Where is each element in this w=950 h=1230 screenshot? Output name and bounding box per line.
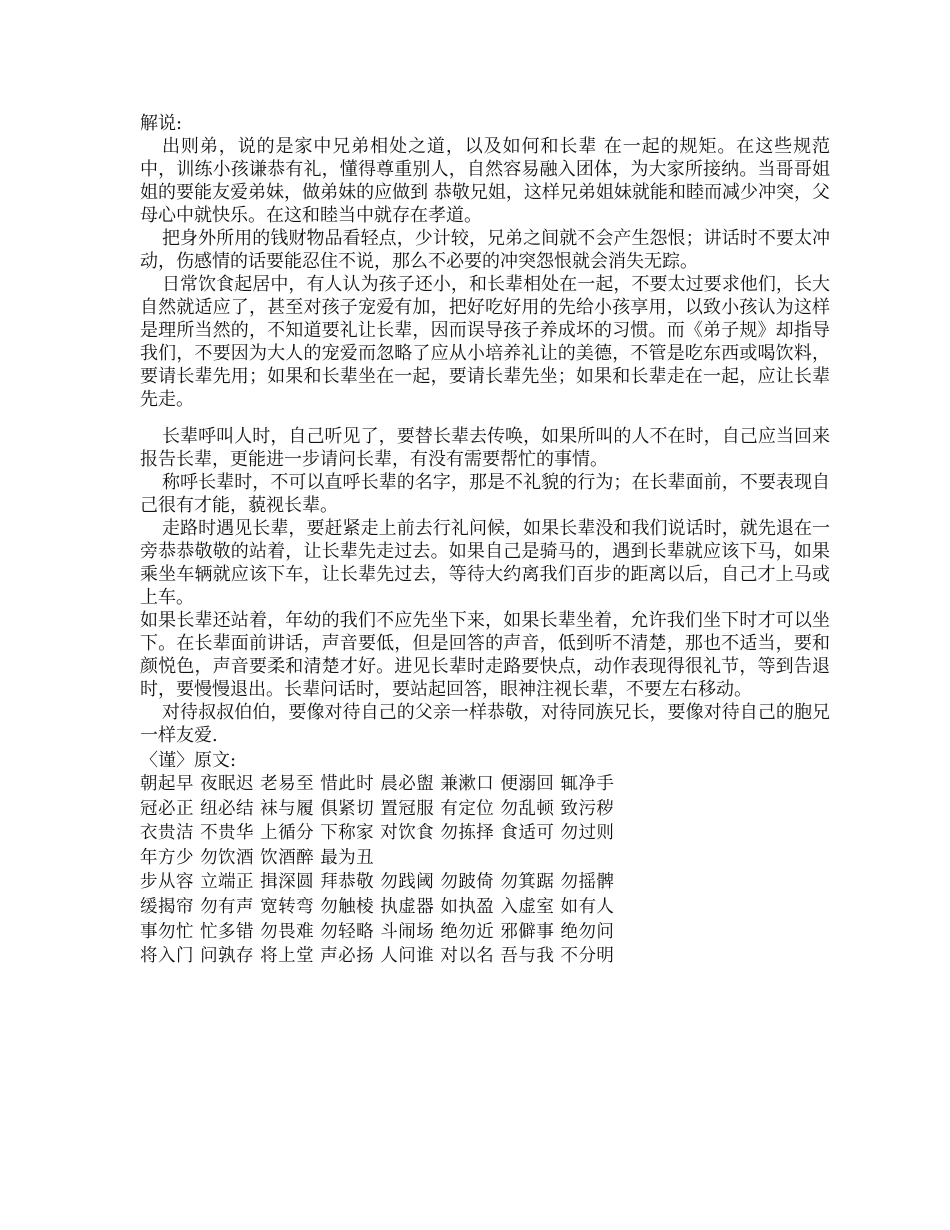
verse-line: 将入门 问孰存 将上堂 声必扬 人问谁 对以名 吾与我 不分明 [140,946,615,967]
explanation-paragraph: 出则弟，说的是家中兄弟相处之道，以及如何和长辈 在一起的规矩。在这些规范中，训练小孩谦恭有礼，懂得尊重别人，自然容易融入团体，为大家所接纳。当哥哥姐姐的要能友爱弟妹，做弟妹的应做到 恭敬兄姐，这样兄弟姐妹就能和睦而减少冲突，父母心中就快乐。在这和睦当中就存在孝道。 [140,136,830,226]
verse-line: 缓揭帘 勿有声 宽转弯 勿触棱 执虚器 如执盈 入虚室 如有人 [140,896,615,917]
verse-line: 事勿忙 忙多错 勿畏难 勿轻略 斗闹场 绝勿近 邪僻事 绝勿问 [140,921,615,942]
verse-line: 年方少 勿饮酒 饮酒醉 最为丑 [140,847,375,868]
document-page [140,112,830,969]
explanation-paragraph: 日常饮食起居中，有人认为孩子还小，和长辈相处在一起，不要太过要求他们，长大自然就适应了，甚至对孩子宠爱有加，把好吃好用的先给小孩享用，以致小孩认为这样是理所当然的，不知道要礼让长辈，因而误导孩子养成坏的习惯。而《弟子规》却指导我们，不要因为大人的宠爱而忽略了应从小培养礼让的美德，不管是吃东西或喝饮料，要请长辈先用；如果和长辈坐在一起，要请长辈先坐；如果和长辈走在一起，应让长辈先走。 [140,274,830,410]
paragraph-gap [140,411,830,425]
explanation-paragraph: 长辈呼叫人时，自己听见了，要替长辈去传唤，如果所叫的人不在时，自己应当回来报告长辈，更能进一步请问长辈，有没有需要帮忙的事情。 [140,426,830,470]
verse-line: 衣贵洁 不贵华 上循分 下称家 对饮食 勿拣择 食适可 勿过则 [140,823,615,844]
verse-line: 步从容 立端正 揖深圆 拜恭敬 勿践阈 勿跛倚 勿箕踞 勿摇髀 [140,872,615,893]
explanation-paragraph: 称呼长辈时，不可以直呼长辈的名字，那是不礼貌的行为；在长辈面前，不要表现自己很有才能，藐视长辈。 [140,472,830,516]
explanation-label: 解说: [140,113,183,134]
original-text-label: 〈谨〉原文: [140,750,237,771]
verse-line: 冠必正 纽必结 袜与履 俱紧切 置冠服 有定位 勿乱顿 致污秽 [140,798,615,819]
verse-line: 朝起早 夜眠迟 老易至 惜此时 晨必盥 兼漱口 便溺回 辄净手 [140,774,615,794]
explanation-paragraph: 走路时遇见长辈，要赶紧走上前去行礼问候，如果长辈没和我们说话时，就先退在一旁恭恭敬敬的站着，让长辈先走过去。如果自己是骑马的，遇到长辈就应该下马，如果乘坐车辆就应该下车，让长辈先过去，等待大约离我们百步的距离以后，自己才上马或上车。 [140,518,830,608]
explanation-paragraph: 把身外所用的钱财物品看轻点，少计较，兄弟之间就不会产生怨恨；讲话时不要太冲动，伤感情的话要能忍住不说，那么不必要的冲突怨恨就会消失无踪。 [140,228,830,272]
explanation-paragraph: 如果长辈还站着，年幼的我们不应先坐下来，如果长辈坐着，允许我们坐下时才可以坐下。在长辈面前讲话，声音要低，但是回答的声音，低到听不清楚，那也不适当，要和颜悦色，声音要柔和清楚才好。进见长辈时走路要快点，动作表现得很礼节，等到告退时，要慢慢退出。长辈问话时，要站起回答，眼神注视长辈，不要左右移动。 [140,610,830,700]
explanation-paragraph: 对待叔叔伯伯，要像对待自己的父亲一样恭敬，对待同族兄长，要像对待自己的胞兄一样友爱. [140,702,830,746]
